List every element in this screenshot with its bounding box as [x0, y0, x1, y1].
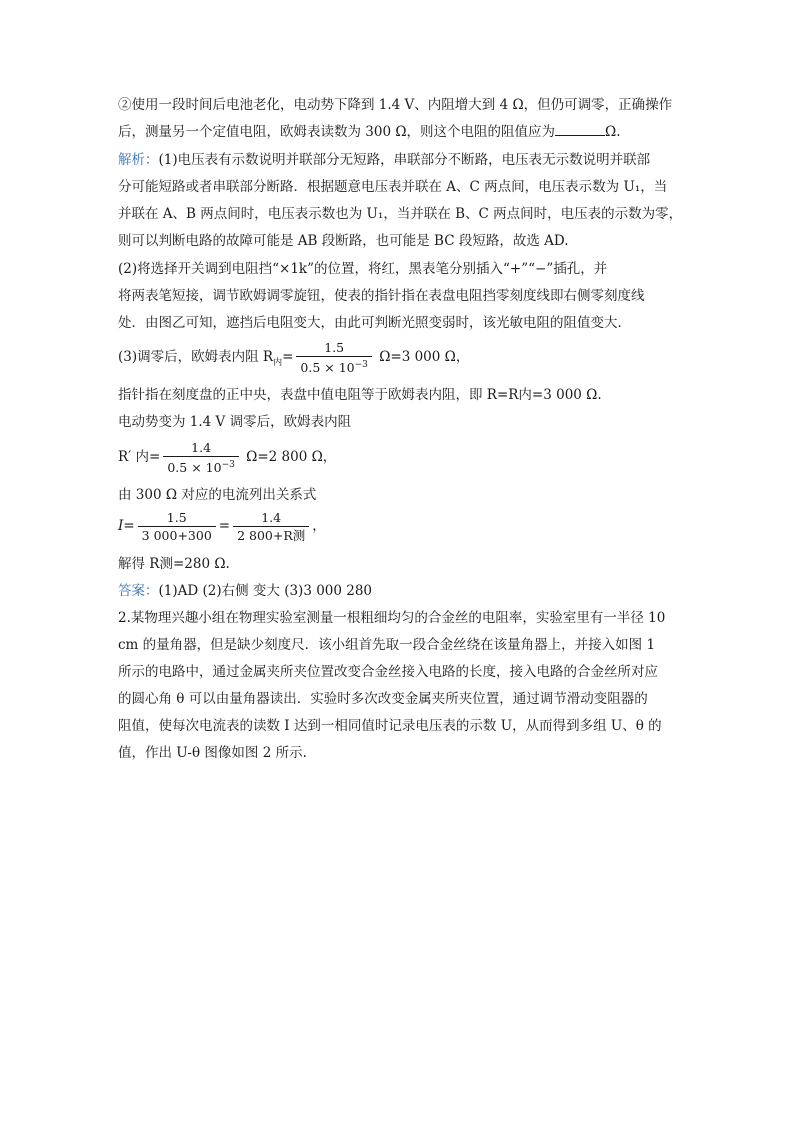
current-relation-formula: I= $\frac{1.5}{3 000+300}$ = $\frac{1.4}{\text{2 800+R测}}$ ， [118, 510, 326, 543]
fraction-denominator: $0.5 \times 10^{-3}$ [300, 360, 368, 376]
current-relation-intro: 由 300 Ω 对应的电流列出关系式 [118, 487, 317, 503]
question2-line5: 阻值，使每次电流表的读数 I 达到一相同值时记录电压表的示数 U，从而得到多组 U、θ 的 [118, 718, 662, 734]
formula-subscript: 内 [273, 357, 283, 368]
answer-label: 答案： [118, 583, 159, 599]
solve-line: 解得 R测=280 Ω. [118, 556, 230, 572]
analysis-part2-line3: 处．由图乙可知，遮挡后电阻变大，由此可判断光照变弱时，该光敏电阻的阻值变大． [118, 315, 631, 331]
analysis-emf-line: 电动势变为 1.4 V 调零后，欧姆表内阻 [118, 414, 352, 430]
q1-part2-line2 [118, 123, 678, 141]
analysis-midvalue-line: 指针指在刻度盘的正中央，表盘中值电阻等于欧姆表内阻，即 R=R内=3 000 Ω. [118, 387, 602, 403]
answer-text: (1)AD (2)右侧 变大 (3)3 000 280 [158, 583, 373, 599]
fraction-numerator: 1.4 [163, 440, 239, 457]
analysis-text-1: (1)电压表有示数说明并联部分无短路，串联部分不断路，电压表无示数说明并联部 [158, 152, 651, 168]
question2-line6: 值，作出 U-θ 图像如图 2 所示. [118, 745, 307, 761]
q1-part2-unit: Ω. [605, 124, 621, 140]
internal-resistance-formula: (3)调零后，欧姆表内阻 $R_内=$ $\frac{1.5}{0.5 \times 10^{-3}}$ Ω=3 000 Ω， [118, 340, 470, 376]
formula-result: Ω=2 800 Ω， [241, 449, 337, 466]
fraction [296, 340, 372, 375]
question2-line3: 所示的电路中，通过金属夹所夹位置改变合金丝接入电路的长度，接入电路的合金丝所对应 [118, 664, 658, 680]
question2-line4: 的圆心角 θ 可以由量角器读出．实验时多次改变金属夹所夹位置，通过调节滑动变阻器的 [118, 691, 648, 707]
new-internal-resistance-formula [118, 440, 678, 475]
fraction-numerator: 1.5 [296, 340, 372, 357]
formula-result: Ω=3 000 Ω， [374, 349, 470, 366]
analysis-line4: 则可以判断电路的故障可能是 AB 段断路，也可能是 BC 段短路，故选 AD. [118, 233, 569, 249]
analysis-line1 [118, 151, 678, 169]
question2-line1: 2.某物理兴趣小组在物理实验室测量一根粗细均匀的合金丝的电阻率，实验室里有一半径 10 [118, 610, 666, 626]
q1-part2-line1: ②使用一段时间后电池老化，电动势下降到 1.4 V、内阻增大到 4 Ω，但仍可调零，正确操作 [118, 97, 673, 113]
formula-prefix: (3)调零后，欧姆表内阻 R [118, 349, 274, 366]
analysis-part2-line1: (2)将选择开关调到电阻挡“×1k”的位置，将红，黑表笔分别插入“+”“−”插孔，并 [118, 261, 608, 277]
fraction [163, 440, 239, 475]
analysis-part2-line2: 将两表笔短接，调节欧姆调零旋钮，使表的指针指在表盘电阻挡零刻度线即右侧零刻度线 [118, 288, 645, 304]
fraction-denominator: $0.5 \times 10^{-3}$ [167, 460, 235, 476]
analysis-label: 解析： [118, 152, 159, 168]
answer-blank [555, 123, 605, 136]
analysis-line2: 分可能短路或者串联部分断路．根据题意电压表并联在 A、C 两点间，电压表示数为 U₁，当 [118, 179, 668, 195]
analysis-line3: 并联在 A、B 两点间时，电压表示数也为 U₁，当并联在 B、C 两点间时，电压表的示数为零， [118, 206, 683, 222]
formula-prefix: I= [118, 518, 135, 534]
formula-prefix: R′ 内= [118, 449, 161, 466]
question2-line2: cm 的量角器，但是缺少刻度尺．该小组首先取一段合金丝绕在该量角器上，并接入如图 1 [118, 637, 656, 653]
q1-part2-text: 后，测量另一个定值电阻，欧姆表读数为 300 Ω，则这个电阻的阻值应为 [118, 124, 556, 140]
fraction-left: $\frac{1.5}{3 000+300}$ [138, 510, 216, 543]
fraction-right: $\frac{1.4}{\text{2 800+R测}}$ [233, 510, 309, 543]
answer-line [118, 582, 678, 600]
